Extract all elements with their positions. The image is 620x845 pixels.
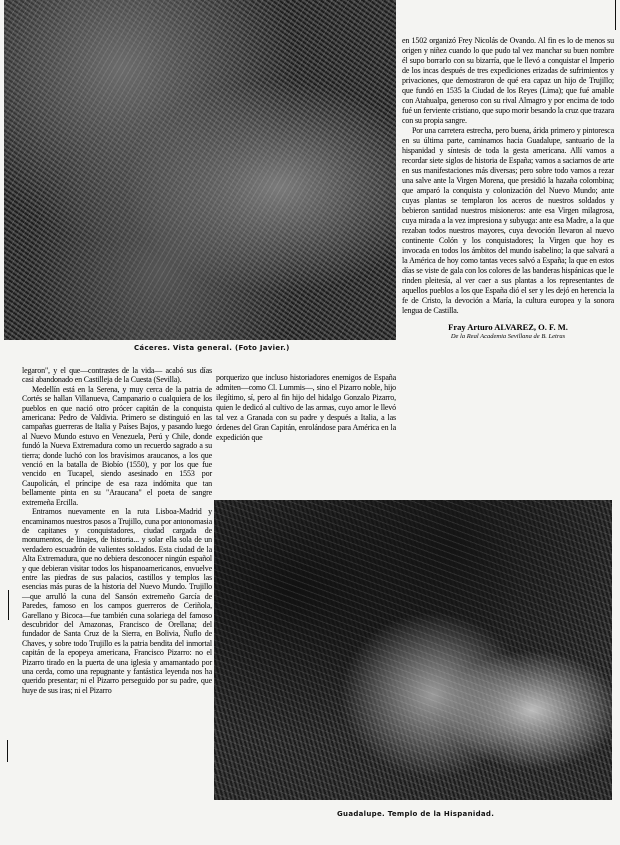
photo-guadalupe-temple <box>214 500 612 800</box>
edge-mark <box>7 740 8 762</box>
article-column-left <box>22 366 212 695</box>
paragraph: Por una carretera estrecha, pero buena, árida primero y pintoresca en su última parte, caminamos hacia Guadalupe, santuario de la hispanidad y síntesis de toda la gesta americana. Allí vamos a recordar siete siglos de historia de España; vamos a saciarnos de arte en sus manifestaciones más diversas; pero sobre todo vamos a rezar una salve ante la Virgen Morena, que presidió la hazaña colombina; que amparó la conquista y colonización del Nuevo Mundo; ante cuyas plantas se templaron los aceros de nuestros soldados y bebieron santidad nuestros misioneros: ante esa Virgen milagrosa, cuya mirada a la vez impresiona y subyuga: ante esa Madre, a la que rezaban todos nuestros mayores, cuya devoción llevaron al nuevo continente Colón y los conquistadores; la Virgen que hoy es invocada en todos los ámbitos del mundo isabelino; la que salvará a la América de hoy como tantas veces salvó a España; la que en estos días se viste de gala con los colores de las banderas hispánicas que le rinden pleitesía, al ver caer a sus plantas a los representantes de aquellos pueblos a los que España dió el ser y les dejó en herencia la fe de Cristo, la devoción a María, la cultura europea y la sonora lengua de Castilla. <box>402 126 614 315</box>
paragraph: Medellín está en la Serena, y muy cerca de la patria de Cortés se hallan Villanueva, Campanario o cualquiera de los pueblos en que nació otro prócer capitán de la conquista americana: Pedro de Valdivia. Primero se distinguió en las campañas guerreras de Italia y Países Bajos, y pasando luego al Nuevo Mundo estuvo en Venezuela, Perú y Chile, donde fundó la Nueva Extremadura como un recuerdo sagrado a su tierra; donde luchó con los bravísimos araucanos, a los que venció en la batalla de Biobío (1550), y por los que fue vencido en Tucapel, siendo asesinado en 1553 por Caupolicán, el príncipe de esa raza indómita que tan bellamente pinta en su "Araucana" el poeta de sangre extremeña Ercilla. <box>22 384 212 507</box>
paragraph: porquerizo que incluso historiadores enemigos de España admiten—como Cl. Lummis—, sino el Pizarro noble, hijo ilegítimo, sí, pero al fin hijo del hidalgo Gonzalo Pizarro, quien le dedicó al cultivo de las armas, cuyo amor le llevó tal vez a Granada con su padre y después a Italia, a las órdenes del Gran Capitán, enrolándose para América en la expedición que <box>216 373 396 442</box>
article-column-right <box>402 36 614 342</box>
edge-mark <box>8 590 9 620</box>
paragraph: Entramos nuevamente en la ruta Lisboa-Madrid y encaminamos nuestros pasos a Trujillo, cuna por antonomasia de capitanes y conquistadores, ciudad cargada de monumentos, de linajes, de historia... y solar ella sola de un verdadero escuadrón de valientes soldados. Esta ciudad de la Alta Extremadura, que no debiera desconocer ningún español y que debieran visitar todos los hispanoamericanos, envuelve entre las piedras de sus palacios, castillos y templos las esencias más puras de la historia del Nuevo Mundo. Trujillo—que arrulló la cuna del Sansón extremeño García de Paredes, famoso en los campos guerreros de Ceriñola, Garellano y Bicoca—fue también cuna solariega del famoso descubridor del Amazonas, Francisco de Orellana; del fundador de Santa Cruz de la Sierra, en Bolivia, Ñuflo de Chaves, y sobre todo Trujillo es la patria bendita del inmortal capitán de la epopeya americana, Francisco Pizarro: no el Pizarro tirado en la puerta de una iglesia y amamantado por una cerda, como una repugnante y fantástica leyenda nos ha querido presentar; ni el Pizarro perseguido por su padre, que huye de sus iras; ni el Pizarro <box>22 507 212 695</box>
edge-mark <box>615 0 616 30</box>
author-signature: Fray Arturo ALVAREZ, O. F. M. <box>448 322 568 332</box>
photo-caption-guadalupe: Guadalupe. Templo de la Hispanidad. <box>337 810 495 818</box>
photo-caceres-general-view <box>4 0 396 340</box>
paragraph: legaron", y el que—contrastes de la vida— acabó sus días casi abandonado en Castilleja de la Cuesta (Sevilla). <box>22 366 212 385</box>
author-affiliation: De la Real Academia Sevillana de B. Letras <box>450 333 566 340</box>
paragraph: en 1502 organizó Frey Nicolás de Ovando. Al fin es lo de menos su origen y niñez cuando lo que pudo tal vez manchar su buen nombre él supo borrarlo con su bizarría, que le llevó a conquistar el Imperio de los incas después de tres expediciones erizadas de sufrimientos y privaciones, que demostraron de qué era capaz un hijo de Trujillo; que fundó en 1535 la Ciudad de los Reyes (Lima); que fué amable con Atahualpa, generoso con su rival Almagro y por encima de todo fué un ferviente cristiano, que supo morir besando la cruz que trazara con su propia sangre. <box>402 36 614 125</box>
article-column-middle <box>216 373 396 443</box>
photo-caption-caceres: Cáceres. Vista general. (Foto Javier.) <box>134 344 290 352</box>
